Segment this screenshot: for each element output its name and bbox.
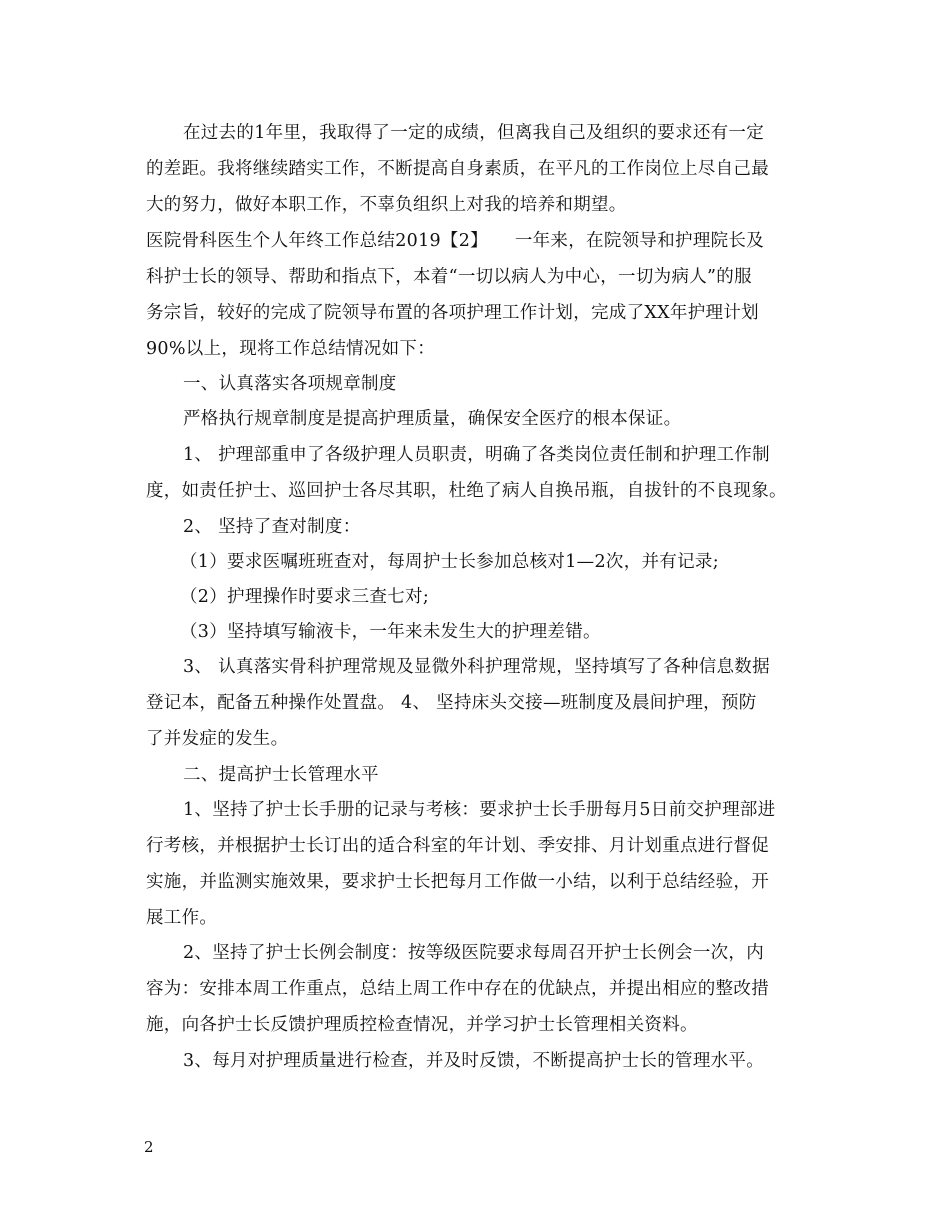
text-line: 展工作。 (146, 908, 218, 928)
text-line: 90%以上，现将工作总结情况如下： (146, 339, 435, 359)
text-line: 了并发症的发生。 (146, 729, 289, 749)
text-line: 施，向各护士长反馈护理质控检查情况，并学习护士长管理相关资料。 (146, 1015, 698, 1035)
text-line: 大的努力，做好本职工作，不辜负组织上对我的培养和期望。 (146, 195, 627, 215)
text-line: （3）坚持填写输液卡，一年来未发生大的护理差错。 (180, 622, 601, 642)
text-line: 医院骨科医生个人年终工作总结2019【2】 一年来，在院领导和护理院长及 (146, 231, 765, 251)
text-line: 的差距。我将继续踏实工作，不断提高自身素质，在平凡的工作岗位上尽自己最 (146, 159, 769, 179)
text-line: 3、每月对护理质量进行检查，并及时反馈，不断提高护士长的管理水平。 (183, 1051, 765, 1071)
text-line: 登记本，配备五种操作处置盘。 4、 坚持床头交接—班制度及晨间护理，预防 (146, 693, 757, 713)
section-heading: 二、提高护士长管理水平 (183, 765, 379, 785)
text-line: （1）要求医嘱班班查对，每周护士长参加总核对1—2次，并有记录; (180, 552, 719, 572)
text-line: 3、 认真落实骨科护理常规及显微外科护理常规，坚持填写了各种信息数据 (183, 657, 770, 677)
text-line: 2、坚持了护士长例会制度：按等级医院要求每周召开护士长例会一次，内 (183, 943, 765, 963)
text-line: 务宗旨，较好的完成了院领导布置的各项护理工作计划，完成了XX年护理计划 (146, 303, 759, 323)
text-line: 度，如责任护士、巡回护士各尽其职，杜绝了病人自换吊瓶，自拔针的不良现象。 (146, 481, 787, 501)
text-line: 科护士长的领导、帮助和指点下，本着“一切以病人为中心，一切为病人”的服 (146, 267, 752, 287)
text-line: （2）护理操作时要求三查七对; (180, 587, 430, 607)
text-line: 1、 护理部重申了各级护理人员职责，明确了各类岗位责任制和护理工作制 (183, 445, 770, 465)
text-line: 1、坚持了护士长手册的记录与考核：要求护士长手册每月5日前交护理部进 (183, 800, 776, 820)
text-line: 在过去的1年里，我取得了一定的成绩，但离我自己及组织的要求还有一定 (183, 123, 765, 143)
text-line: 容为：安排本周工作重点，总结上周工作中存在的优缺点，并提出相应的整改措 (146, 979, 769, 999)
text-line: 2、 坚持了查对制度： (183, 517, 361, 537)
text-line: 实施，并监测实施效果，要求护士长把每月工作做一小结，以利于总结经验，开 (146, 872, 769, 892)
page-number: 2 (144, 1138, 154, 1156)
section-heading: 一、认真落实各项规章制度 (183, 374, 397, 394)
text-line: 严格执行规章制度是提高护理质量，确保安全医疗的根本保证。 (183, 409, 682, 429)
text-line: 行考核，并根据护士长订出的适合科室的年计划、季安排、月计划重点进行督促 (146, 836, 769, 856)
